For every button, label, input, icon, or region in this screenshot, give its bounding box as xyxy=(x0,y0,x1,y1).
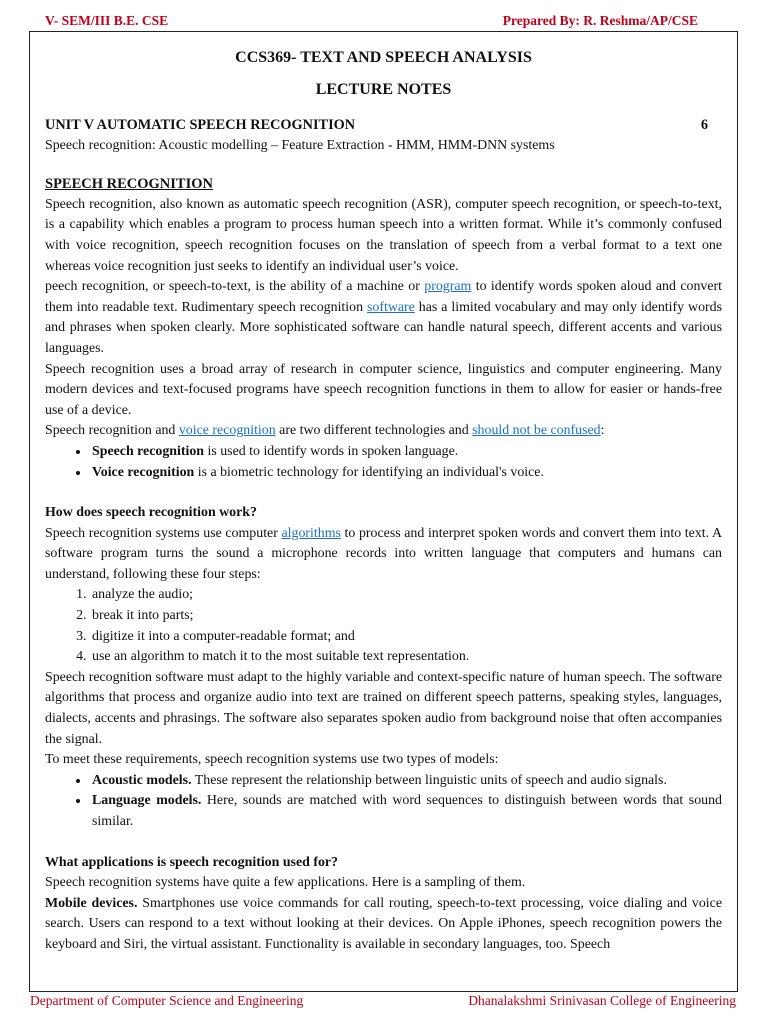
paragraph: Speech recognition systems have quite a few applications. Here is a sampling of them. xyxy=(45,875,526,891)
link-voice-recognition[interactable]: voice recognition xyxy=(178,423,276,439)
paragraph: Speech recognition uses a broad array of research in computer science, linguistics and computer engineering. Many modern devices and text-focused programs have speech recognition functions in them to allow for easier or hands-free use of a device. xyxy=(45,361,722,418)
paragraph: Speech recognition software must adapt to the highly variable and context-specific nature of human speech. The software algorithms that process and organize audio into text are trained on different speech patterns, speaking styles, languages, dialects, accents and phrasings. The software also separates spoken audio from background noise that often accompanies the signal. xyxy=(45,669,722,747)
list-item: 1. analyze the audio; xyxy=(90,585,722,606)
paragraph: Speech recognition, also known as automatic speech recognition (ASR), computer speech recognition, or speech-to-text, is a capability which enables a program to process human speech into a written format. While it’s commonly confused with voice recognition, speech recognition focuses on the translation of speech from a verbal format to a text one whereas voice recognition just seeks to identify an individual user’s voice. xyxy=(45,196,722,274)
bullet-list xyxy=(45,442,722,483)
link-software[interactable]: software xyxy=(367,299,415,315)
header-left: V- SEM/III B.E. CSE xyxy=(45,13,169,28)
paragraph: To meet these requirements, speech recognition systems use two types of models: xyxy=(45,752,499,768)
list-item xyxy=(90,463,722,484)
unit-topics: Speech recognition: Acoustic modelling – Feature Extraction - HMM, HMM-DNN systems xyxy=(45,137,555,153)
list-item: 4. use an algorithm to match it to the most suitable text representation. xyxy=(90,647,722,668)
unit-heading xyxy=(45,115,722,136)
text-run: : xyxy=(600,423,605,439)
list-item xyxy=(90,771,722,792)
header-right: Prepared By: R. Reshma/AP/CSE xyxy=(502,13,698,28)
link-program[interactable]: program xyxy=(424,279,472,295)
text-run: peech recognition, or speech-to-text, is the ability of a machine or xyxy=(45,279,425,295)
text-run: has a limited vocabulary and may only identify words and phrases when spoken clearly. More sophisticated software can handle natural speech, different accents and various languages. xyxy=(45,299,722,356)
section-heading-how-it-works: How does speech recognition work? xyxy=(45,505,257,521)
paragraph xyxy=(45,277,722,359)
paragraph xyxy=(45,894,722,956)
text-run: are two different technologies and xyxy=(275,423,473,439)
section-heading-applications: What applications is speech recognition used for? xyxy=(45,854,339,870)
text-run: to process and interpret spoken words and convert them into text. A software program turns the sound a microphone records into written language that computers and humans can understand, following these four steps: xyxy=(45,525,722,582)
definition: Here, sounds are matched with word sequences to distinguish between words that sound similar. xyxy=(92,793,722,829)
list-item: 3. digitize it into a computer-readable format; and xyxy=(90,627,722,648)
definition: is a biometric technology for identifying an individual's voice. xyxy=(194,464,544,480)
term: Language models. xyxy=(92,793,202,809)
term: Acoustic models. xyxy=(92,772,192,788)
unit-hours: 6 xyxy=(700,117,708,133)
definition: These represent the relationship between linguistic units of speech and audio signals. xyxy=(191,772,667,788)
course-title: CCS369- TEXT AND SPEECH ANALYSIS xyxy=(235,49,532,66)
unit-title: UNIT V AUTOMATIC SPEECH RECOGNITION xyxy=(45,117,356,133)
text-run: to identify words spoken aloud and convert them into readable text. Rudimentary speech recognition xyxy=(45,279,722,315)
text-run: Speech recognition systems use computer xyxy=(45,525,282,541)
definition: is used to identify words in spoken language. xyxy=(204,443,459,459)
text-run: Smartphones use voice commands for call routing, speech-to-text processing, voice dialing and voice search. Users can respond to a text without looking at their devices. On Apple iPhones, speech recognition powers the keyboard and Siri, the virtual assistant. Functionality is available in secondary languages, too. Speech xyxy=(45,895,722,952)
steps-list xyxy=(45,585,722,667)
term: Speech recognition xyxy=(92,443,205,459)
lecture-notes-title: LECTURE NOTES xyxy=(315,81,452,98)
link-should-not-be-confused[interactable]: should not be confused xyxy=(472,423,601,439)
bullet-list xyxy=(45,771,722,833)
list-item xyxy=(90,442,722,463)
section-heading-speech-recognition: SPEECH RECOGNITION xyxy=(45,176,213,193)
paragraph xyxy=(45,421,722,442)
list-item xyxy=(90,791,722,832)
text-run: Speech recognition and xyxy=(45,423,179,439)
list-item: 2. break it into parts; xyxy=(90,606,722,627)
term: Mobile devices. xyxy=(45,895,138,911)
footer-right: Dhanalakshmi Srinivasan College of Engineering xyxy=(468,993,736,1008)
link-algorithms[interactable]: algorithms xyxy=(281,525,341,541)
term: Voice recognition xyxy=(92,464,195,480)
page-content xyxy=(45,46,722,956)
paragraph xyxy=(45,524,722,586)
footer-left: Department of Computer Science and Engineering xyxy=(30,993,304,1008)
